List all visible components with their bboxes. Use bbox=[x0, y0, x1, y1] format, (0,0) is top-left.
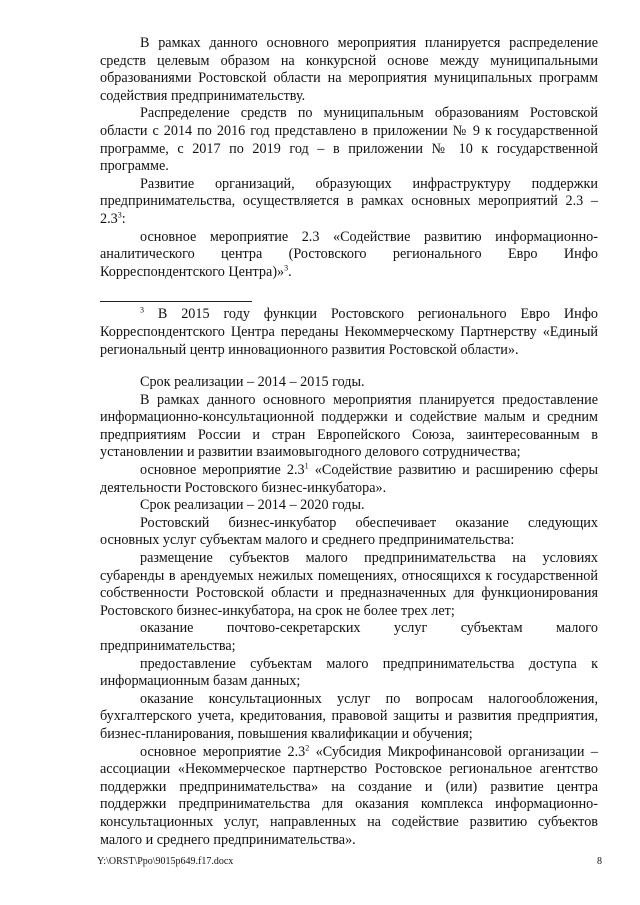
file-path: Y:\ORST\Ppo\9015p649.f17.docx bbox=[97, 856, 234, 867]
paragraph: Ростовский бизнес-инкубатор обеспечивает оказание следующих основных услуг субъектам малого и среднего предпринимательства: bbox=[100, 514, 598, 549]
footnote-ref: 2 bbox=[305, 742, 310, 752]
page-number: 8 bbox=[597, 856, 602, 867]
paragraph: Срок реализации – 2014 – 2020 годы. bbox=[140, 497, 365, 514]
paragraph: Развитие организаций, образующих инфраструктуру поддержки предпринимательства, осуществляется в рамках основных мероприятий $2.3 - 2.3^3$: bbox=[100, 175, 598, 227]
page-footer bbox=[97, 856, 602, 867]
paragraph: Распределение средств по муниципальным образованиям Ростовской области с 2014 по 2016 год представлено в приложении № 9 к государственной программе, с 2017 по 2019 год – в приложении № 10 к государственной программе. bbox=[100, 105, 598, 175]
paragraph: Срок реализации – 2014 – 2015 годы. bbox=[140, 374, 365, 391]
paragraph: основное мероприятие $2.3^2$ «Субсидия Микрофинансовой организации – ассоциации «Некоммерческое партнерство Ростовское региональное агентство поддержки предпринимательства» на создание и (или) развитие центра поддержки предпринимательства для оказания комплекса информационно-консультационных услуг, направленных на содействие развитию субъектов малого и среднего предпринимательства». bbox=[100, 742, 598, 848]
footnote-ref: 3 bbox=[117, 210, 122, 220]
footnote-ref: 3 bbox=[284, 262, 289, 272]
paragraph: В рамках данного основного мероприятия планируется распределение средств целевым образом на конкурсной основе между муниципальными образованиями Ростовской области на мероприятия муниципальных программ содействия предпринимательству. bbox=[100, 35, 598, 104]
paragraph: основное мероприятие $2.3^1$ «Содействие развитию и расширению сферы деятельности Ростовского бизнес-инкубатора». bbox=[100, 461, 598, 496]
paragraph: основное мероприятие 2.3 «Содействие развитию информационно-аналитического центра (Ростовского регионального Евро Инфо Корреспондентского Центра)»$^3$. bbox=[100, 228, 598, 280]
list-item: оказание почтово-секретарских услуг субъектам малого предпринимательства; bbox=[100, 620, 598, 654]
list-item: оказание консультационных услуг по вопросам налогообложения, бухгалтерского учета, кредитования, правовой защиты и развития предприятия, бизнес-планирования, повышения квалификации и обучения; bbox=[100, 690, 598, 742]
footnote-ref: 1 bbox=[304, 461, 309, 471]
footnote: $^3$ В 2015 году функции Ростовского регионального Евро Инфо Корреспондентского Центра переданы Некоммерческому Партнерству «Единый региональный центр инновационного развития Ростовской области». bbox=[100, 305, 598, 358]
footnote-mark: 3 bbox=[140, 305, 144, 315]
list-item: размещение субъектов малого предпринимательства на условиях субаренды в арендуемых нежилых помещениях, относящихся к государственной собственности Ростовской области и предназначенных для функционирования Ростовского бизнес-инкубатора, на срок не более трех лет; bbox=[100, 550, 598, 619]
paragraph: В рамках данного основного мероприятия планируется предоставление информационно-консультационной поддержки и содействие малым и средним предприятиям России и стран Европейского Союза, заинтересованным в установлении и развитии взаимовыгодного делового сотрудничества; bbox=[100, 391, 598, 461]
footnote-divider bbox=[100, 301, 252, 302]
document-body bbox=[100, 35, 598, 849]
list-item: предоставление субъектам малого предпринимательства доступа к информационным базам данных; bbox=[100, 655, 598, 690]
